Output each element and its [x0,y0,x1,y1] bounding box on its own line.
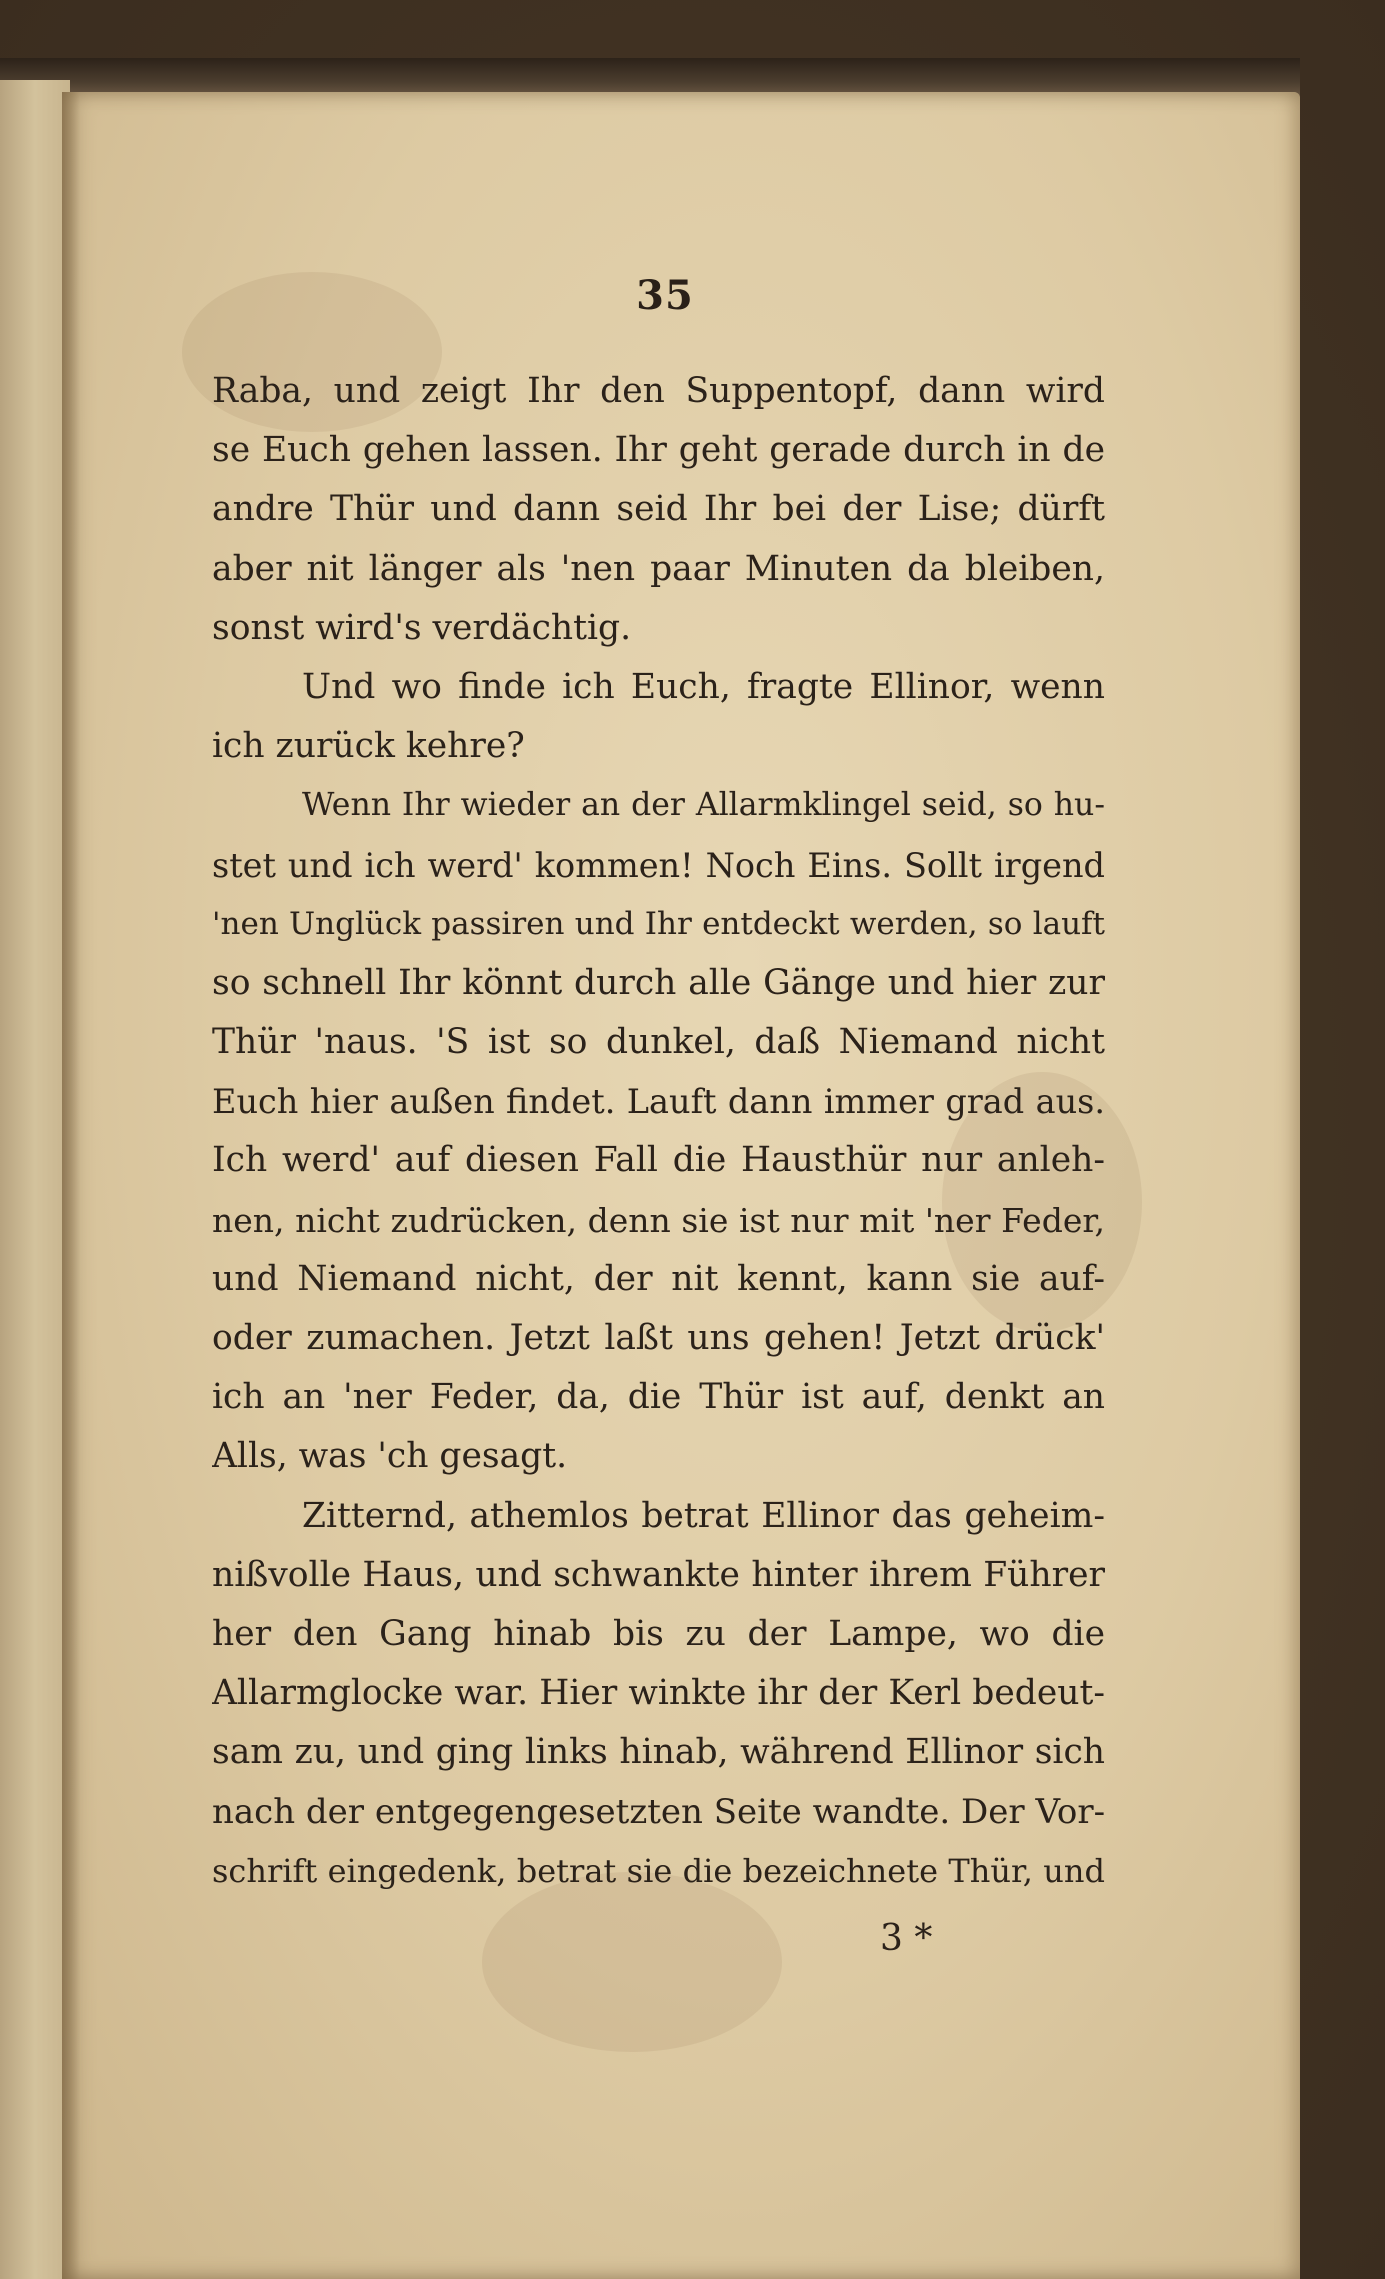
text-line: Ich werd' auf diesen Fall die Hausthür nur anleh- [212,1140,1105,1181]
text-line: und Niemand nicht, der nit kennt, kann sie auf- [212,1258,1105,1299]
text-line: schrift eingedenk, betrat sie die bezeichnete Thür, und [212,1851,1105,1890]
text-line: sonst wird's verdächtig. [212,607,632,648]
text-line: nißvolle Haus, und schwankte hinter ihrem Führer [212,1554,1105,1595]
text-line: andre Thür und dann seid Ihr bei der Lise; dürft [212,489,1105,530]
text-line: Wenn Ihr wieder an der Allarmklingel seid, so hu- [302,787,1105,824]
text-line: Raba, und zeigt Ihr den Suppentopf, dann wird [212,371,1105,411]
text-line: 'nen Unglück passiren und Ihr entdeckt werden, so lauft [212,905,1105,942]
text-line: Alls, was 'ch gesagt. [212,1436,568,1477]
text-line: aber nit länger als 'nen paar Minuten da bleiben, [212,548,1105,589]
text-line: ich zurück kehre? [212,726,525,767]
text-line: ich an 'ner Feder, da, die Thür ist auf, denkt an [212,1377,1105,1418]
text-line: sam zu, und ging links hinab, während Ellinor sich [212,1732,1105,1773]
text-line: stet und ich werd' kommen! Noch Eins. Sollt irgend [212,845,1105,885]
previous-page-edge [0,80,70,2279]
signature-mark: 3 * [880,1918,933,1959]
text-line: nach der entgegengesetzten Seite wandte. Der Vor- [212,1791,1105,1832]
text-line: Zitternd, athemlos betrat Ellinor das geheim- [302,1495,1105,1536]
text-line: Allarmglocke war. Hier winkte ihr der Kerl bedeut- [212,1673,1105,1714]
text-line: nen, nicht zudrücken, denn sie ist nur mit 'ner Feder, [212,1200,1105,1240]
text-line: her den Gang hinab bis zu der Lampe, wo die [212,1613,1105,1654]
body-text [212,362,1105,1901]
page-gutter-shadow [62,92,80,2279]
text-line: Thür 'naus. 'S ist so dunkel, daß Niemand nicht [212,1022,1105,1063]
text-line: Und wo finde ich Euch, fragte Ellinor, wenn [302,666,1105,707]
text-line: se Euch gehen lassen. Ihr geht gerade durch in de [212,430,1105,471]
page-number: 35 [636,272,694,319]
text-line: so schnell Ihr könnt durch alle Gänge und hier zur [212,962,1105,1003]
text-line: Euch hier außen findet. Lauft dann immer grad aus. [212,1082,1105,1122]
text-line: oder zumachen. Jetzt laßt uns gehen! Jetzt drück' [212,1318,1105,1358]
